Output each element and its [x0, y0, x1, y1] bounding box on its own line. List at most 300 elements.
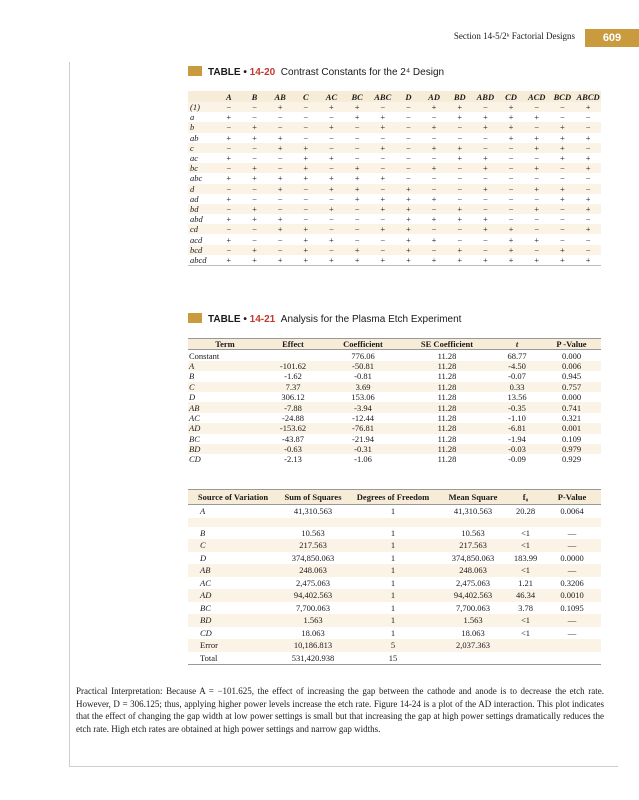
source-label: Error [188, 639, 278, 652]
sign-cell: + [216, 133, 242, 143]
sign-cell: − [447, 194, 473, 204]
sign-cell: − [447, 184, 473, 194]
sign-cell: − [293, 112, 319, 122]
value-cell: 0.000 [561, 392, 582, 403]
sign-cell: − [396, 163, 422, 173]
sign-cell: + [473, 122, 499, 132]
sign-cell: + [344, 184, 370, 194]
value-cell: 0.001 [542, 423, 601, 433]
sign-cell: − [370, 153, 396, 163]
sign-cell: + [421, 163, 447, 173]
sign-cell: − [550, 112, 576, 122]
sign-cell: − [447, 133, 473, 143]
sign-cell: + [524, 112, 550, 122]
sign-cell: − [242, 184, 268, 194]
sign-cell: − [550, 163, 576, 173]
sign-cell: − [473, 194, 499, 204]
sign-cell: − [447, 122, 473, 132]
sign-cell: + [319, 184, 345, 194]
sign-cell: − [575, 214, 601, 224]
table-row [188, 552, 601, 565]
spacer-cell [278, 518, 348, 527]
value-cell: 1 [390, 552, 396, 563]
column-header: Source of Variation [188, 490, 278, 505]
sign-cell: + [421, 122, 447, 132]
value-cell: — [543, 564, 601, 577]
sign-cell: + [319, 122, 345, 132]
sign-cell: − [473, 102, 499, 112]
sign-cell: − [498, 214, 524, 224]
sign-cell: − [421, 153, 447, 163]
sign-cell: − [447, 234, 473, 244]
section-title: Section 14-5/2ᵏ Factorial Designs [453, 31, 575, 41]
column-header: P -Value [542, 339, 601, 350]
sign-cell: − [396, 143, 422, 153]
value-cell: — [543, 539, 601, 552]
sign-cell: + [575, 255, 601, 266]
sign-cell: + [473, 224, 499, 234]
table-row [188, 627, 601, 640]
treatment-label: d [188, 184, 216, 194]
sign-cell: − [421, 173, 447, 183]
sign-cell: − [396, 173, 422, 183]
sign-cell: + [242, 255, 268, 266]
value-cell: 0.979 [542, 444, 601, 454]
column-header: CD [498, 91, 524, 102]
column-header: Mean Square [438, 490, 508, 505]
value-cell: 0.757 [542, 382, 601, 392]
table-header-row [188, 490, 601, 505]
value-cell: -21.94 [352, 433, 374, 444]
sign-cell: + [267, 184, 293, 194]
value-cell: -24.88 [282, 412, 304, 423]
sign-cell: − [344, 133, 370, 143]
sign-cell: − [319, 194, 345, 204]
value-cell: 0.3206 [560, 577, 584, 588]
treatment-label: c [188, 143, 216, 153]
sign-cell: − [267, 112, 293, 122]
table-row [188, 102, 601, 112]
treatment-label: bc [188, 163, 216, 173]
value-cell: 1.563 [438, 614, 508, 627]
sign-cell: + [319, 173, 345, 183]
sign-cell: − [473, 133, 499, 143]
sign-cell: + [267, 133, 293, 143]
sign-cell: − [396, 112, 422, 122]
sign-cell: + [447, 255, 473, 266]
value-cell: 11.28 [402, 444, 492, 454]
sign-cell: + [293, 153, 319, 163]
sign-cell: + [550, 255, 576, 266]
sign-cell: + [370, 194, 396, 204]
value-cell: 0.741 [542, 402, 601, 412]
sign-cell: − [396, 153, 422, 163]
sign-cell: − [550, 173, 576, 183]
sign-cell: + [473, 153, 499, 163]
value-cell: -0.35 [492, 402, 542, 412]
sign-cell: − [550, 224, 576, 234]
sign-cell: − [242, 224, 268, 234]
value-cell: 776.06 [351, 350, 375, 361]
sign-cell: − [242, 143, 268, 153]
sign-cell: − [524, 245, 550, 255]
sign-cell: − [319, 112, 345, 122]
treatment-label: (1) [188, 102, 216, 112]
treatment-label: a [188, 112, 216, 122]
sign-cell: + [293, 173, 319, 183]
table-row [188, 527, 601, 540]
sign-cell: + [550, 133, 576, 143]
sign-cell: + [421, 194, 447, 204]
sign-cell: + [267, 143, 293, 153]
sign-cell: − [242, 153, 268, 163]
sign-cell: − [421, 204, 447, 214]
column-header: A [216, 91, 242, 102]
value-cell: 1 [390, 577, 396, 588]
value-cell: 153.06 [351, 392, 375, 403]
sign-cell: + [473, 255, 499, 266]
sign-cell: + [447, 112, 473, 122]
value-cell: -153.62 [262, 423, 324, 433]
sign-cell: − [473, 173, 499, 183]
table-14-21-caption [188, 313, 461, 325]
sign-cell: − [524, 173, 550, 183]
value-cell: 0.000 [561, 350, 582, 361]
spacer-cell [188, 518, 278, 527]
sign-cell: − [267, 194, 293, 204]
table-row [188, 204, 601, 214]
sign-cell: − [370, 234, 396, 244]
anova-table [188, 489, 601, 665]
value-cell: -50.81 [324, 361, 402, 371]
sign-cell: − [421, 184, 447, 194]
value-cell [508, 652, 543, 665]
table-row [188, 163, 601, 173]
value-cell: 11.28 [437, 371, 457, 382]
sign-cell: − [524, 153, 550, 163]
sign-cell: − [575, 112, 601, 122]
sign-cell: − [421, 245, 447, 255]
sign-cell: + [550, 194, 576, 204]
column-header: C [293, 91, 319, 102]
sign-cell: + [242, 163, 268, 173]
value-cell: -4.50 [492, 361, 542, 371]
treatment-label: b [188, 122, 216, 132]
source-label: AD [188, 589, 278, 602]
value-cell: 1 [390, 527, 396, 538]
sign-cell: − [421, 224, 447, 234]
sign-cell: − [344, 204, 370, 214]
sign-cell: − [216, 102, 242, 112]
spacer-cell [348, 518, 438, 527]
value-cell: 11.28 [437, 392, 457, 403]
value-cell: 1 [348, 589, 438, 602]
table-number: 14-21 [249, 314, 276, 325]
table-row [188, 112, 601, 122]
value-cell: 1 [390, 506, 396, 517]
column-header: P-Value [543, 490, 601, 505]
table-row [188, 350, 601, 361]
sign-cell: − [575, 184, 601, 194]
term-label: B [189, 371, 195, 382]
table-row [188, 173, 601, 183]
table-header-row [188, 339, 601, 350]
value-cell: 0.929 [561, 454, 582, 465]
sign-cell: − [267, 122, 293, 132]
sign-cell: − [498, 194, 524, 204]
sign-cell: + [293, 163, 319, 173]
sign-cell: + [216, 173, 242, 183]
sign-cell: + [344, 245, 370, 255]
margin-rule-left [69, 62, 70, 767]
sign-cell: + [242, 173, 268, 183]
sign-cell: + [498, 102, 524, 112]
sign-cell: − [267, 234, 293, 244]
sign-cell: + [524, 204, 550, 214]
sign-cell: + [293, 255, 319, 266]
sign-cell: − [575, 234, 601, 244]
value-cell: — [567, 527, 577, 538]
value-cell: 10.563 [301, 527, 325, 538]
sign-cell: + [550, 245, 576, 255]
sign-cell: − [524, 194, 550, 204]
value-cell: -0.09 [508, 454, 526, 465]
table-row [188, 614, 601, 627]
value-cell: -1.62 [284, 371, 302, 382]
value-cell: 11.28 [402, 361, 492, 371]
sign-cell: − [344, 122, 370, 132]
value-cell: 217.563 [278, 539, 348, 552]
sign-cell: + [370, 255, 396, 266]
column-header: Term [188, 339, 262, 350]
sign-cell: − [575, 245, 601, 255]
sign-cell: − [319, 133, 345, 143]
sign-cell: − [473, 143, 499, 153]
sign-cell: + [216, 214, 242, 224]
table-row [188, 402, 601, 412]
column-header: SE Coefficient [402, 339, 492, 350]
sign-cell: + [216, 194, 242, 204]
value-cell: 11.28 [402, 402, 492, 412]
column-header: D [396, 91, 422, 102]
sign-cell: − [550, 102, 576, 112]
sign-cell: + [319, 153, 345, 163]
sign-cell: + [524, 143, 550, 153]
sign-cell: − [216, 245, 242, 255]
term-label: BC [189, 433, 200, 444]
table-row [188, 133, 601, 143]
sign-cell: + [473, 163, 499, 173]
value-cell: 18.063 [301, 627, 325, 638]
table-row [188, 434, 601, 444]
treatment-label: acd [188, 234, 216, 244]
table-row [188, 122, 601, 132]
sign-cell: + [293, 143, 319, 153]
value-cell: 1 [348, 614, 438, 627]
table-row [188, 539, 601, 552]
sign-cell: + [319, 204, 345, 214]
sign-cell: + [447, 204, 473, 214]
value-cell: 11.28 [402, 423, 492, 433]
sign-cell: + [498, 245, 524, 255]
sign-cell: − [319, 163, 345, 173]
sign-cell: + [344, 112, 370, 122]
value-cell: -76.81 [324, 423, 402, 433]
sign-cell: − [473, 245, 499, 255]
sign-cell: + [267, 173, 293, 183]
sign-cell: + [524, 234, 550, 244]
sign-cell: − [293, 214, 319, 224]
sign-cell: − [370, 214, 396, 224]
sign-cell: − [319, 245, 345, 255]
sign-cell: + [447, 153, 473, 163]
sign-cell: − [550, 204, 576, 214]
column-header: f₀ [508, 490, 543, 505]
treatment-label: cd [188, 224, 216, 234]
value-cell [262, 350, 324, 361]
table-row [188, 564, 601, 577]
sign-cell: − [498, 184, 524, 194]
sign-cell: + [370, 173, 396, 183]
sign-cell: − [344, 224, 370, 234]
sign-cell: + [396, 194, 422, 204]
sign-cell: + [242, 214, 268, 224]
sign-cell: + [319, 102, 345, 112]
sign-cell: − [216, 204, 242, 214]
margin-rule-bottom [69, 766, 618, 767]
sign-cell: − [370, 245, 396, 255]
table-row [188, 577, 601, 590]
sign-cell: − [267, 204, 293, 214]
sign-cell: + [447, 245, 473, 255]
table-label: TABLE • [208, 67, 250, 78]
sign-cell: − [370, 102, 396, 112]
sign-cell: + [498, 133, 524, 143]
sign-cell: + [370, 204, 396, 214]
table-header-row [188, 91, 601, 102]
sign-cell: + [396, 255, 422, 266]
column-header: Effect [262, 339, 324, 350]
value-cell: -1.10 [508, 412, 526, 423]
sign-cell: + [344, 102, 370, 112]
value-cell: 1 [390, 602, 396, 613]
source-label: D [200, 552, 207, 563]
sign-cell: + [498, 122, 524, 132]
coefficient-table [188, 338, 601, 465]
sign-cell: + [293, 245, 319, 255]
sign-cell: − [293, 194, 319, 204]
table-row [188, 194, 601, 204]
sign-cell: − [524, 122, 550, 132]
sign-cell: + [473, 214, 499, 224]
value-cell: 0.0064 [560, 506, 584, 517]
sign-cell: + [575, 133, 601, 143]
value-cell: — [567, 627, 577, 638]
sign-cell: − [293, 184, 319, 194]
column-header: Degrees of Freedom [348, 490, 438, 505]
value-cell: 0.1095 [560, 602, 584, 613]
value-cell [438, 652, 508, 665]
sign-cell: + [396, 224, 422, 234]
source-label: Total [188, 652, 278, 665]
value-cell: <1 [520, 627, 531, 638]
sign-cell: − [498, 173, 524, 183]
column-header: B [242, 91, 268, 102]
term-label: AD [188, 423, 262, 433]
sign-cell: + [216, 255, 242, 266]
sign-cell: + [267, 255, 293, 266]
sign-cell: − [319, 224, 345, 234]
value-cell: 1 [348, 539, 438, 552]
sign-cell: − [396, 133, 422, 143]
sign-cell: + [370, 112, 396, 122]
table-row [188, 245, 601, 255]
sign-cell: − [216, 122, 242, 132]
treatment-label: ab [188, 133, 216, 143]
sign-cell: − [575, 122, 601, 132]
table-row [188, 454, 601, 464]
column-header: t [492, 339, 542, 350]
column-header: BD [447, 91, 473, 102]
value-cell: 2,037.363 [438, 639, 508, 652]
value-cell: <1 [520, 527, 531, 538]
term-label: A [188, 361, 262, 371]
value-cell: -7.88 [262, 402, 324, 412]
value-cell: -0.63 [262, 444, 324, 454]
column-header: AB [267, 91, 293, 102]
treatment-label: bcd [188, 245, 216, 255]
table-marker-icon [188, 313, 202, 323]
sign-cell: + [550, 143, 576, 153]
sign-cell: − [575, 143, 601, 153]
term-label: BD [188, 444, 262, 454]
value-cell: 0.321 [561, 412, 582, 423]
sign-cell: − [242, 234, 268, 244]
sign-cell: + [293, 234, 319, 244]
value-cell: 2,475.063 [456, 577, 490, 588]
sign-cell: + [550, 184, 576, 194]
sign-cell: + [370, 122, 396, 132]
sign-cell: − [216, 143, 242, 153]
sign-cell: + [216, 112, 242, 122]
sign-cell: + [396, 214, 422, 224]
value-cell: 374,850.063 [451, 552, 495, 563]
sign-cell: + [447, 214, 473, 224]
sign-cell: − [344, 234, 370, 244]
value-cell: 11.28 [437, 350, 457, 361]
sign-cell: − [550, 214, 576, 224]
sign-cell: + [575, 153, 601, 163]
spacer-cell [508, 518, 543, 527]
value-cell: 7,700.063 [296, 602, 330, 613]
column-header: AD [421, 91, 447, 102]
sign-cell: − [216, 163, 242, 173]
sign-cell: + [447, 143, 473, 153]
value-cell: -0.81 [354, 371, 372, 382]
sign-cell: + [421, 234, 447, 244]
table-marker-icon [188, 66, 202, 76]
source-label: A [200, 506, 206, 517]
value-cell: -1.06 [354, 454, 372, 465]
sign-cell: + [575, 102, 601, 112]
treatment-label: ad [188, 194, 216, 204]
sign-cell: + [498, 224, 524, 234]
source-label: CD [200, 627, 212, 638]
value-cell: -0.03 [492, 444, 542, 454]
value-cell: 2,475.063 [296, 577, 330, 588]
value-cell: -3.94 [324, 402, 402, 412]
sign-cell: + [524, 133, 550, 143]
